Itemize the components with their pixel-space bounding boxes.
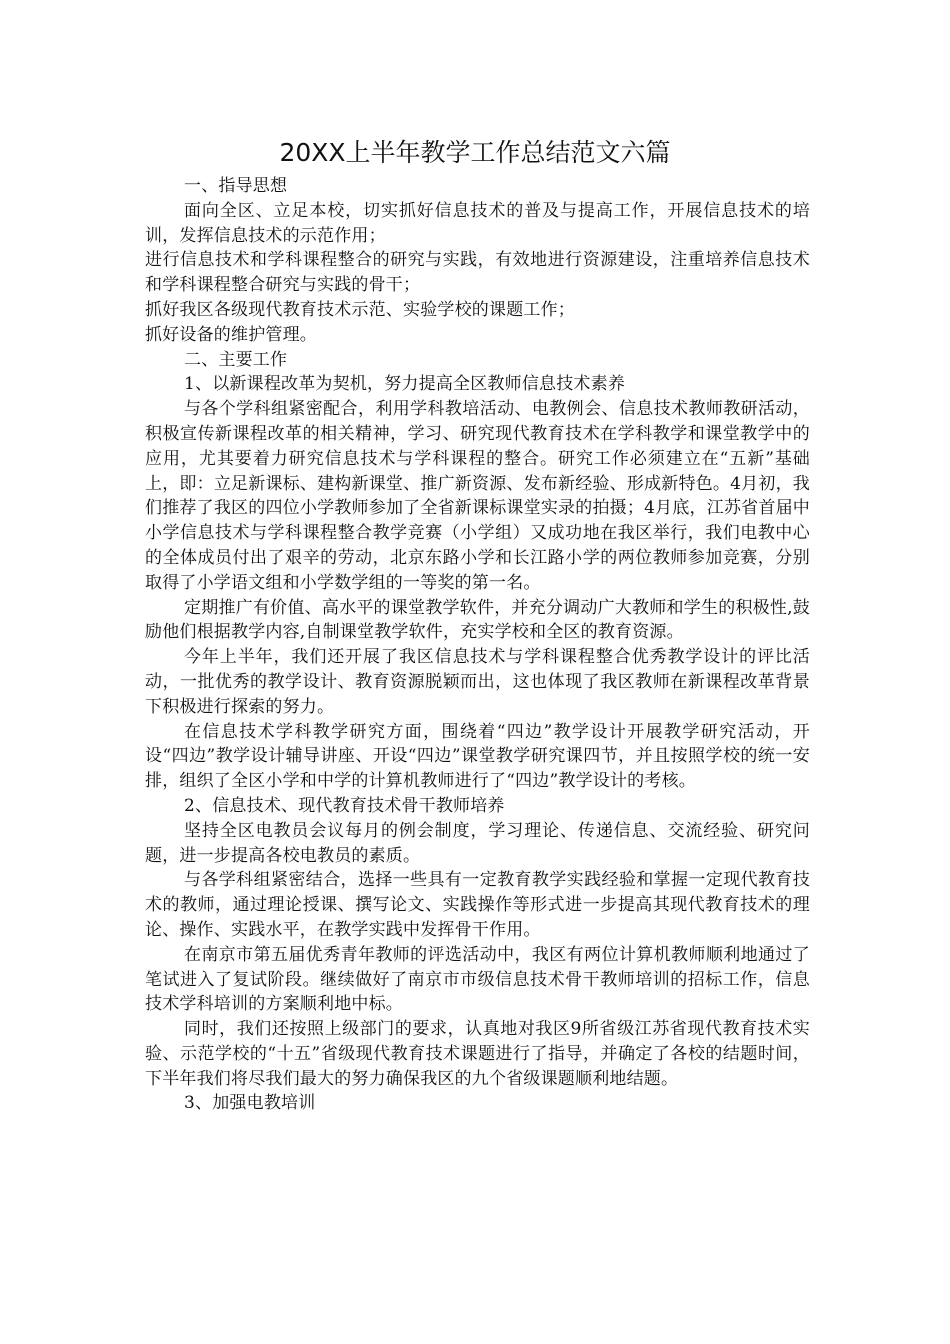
paragraph: 进行信息技术和学科课程整合的研究与实践，有效地进行资源建设，注重培养信息技术和学科课程整合研究与实践的骨干；: [145, 250, 810, 296]
paragraph: 定期推广有价值、高水平的课堂教学软件，并充分调动广大教师和学生的积极性,鼓励他们根据教学内容,自制课堂教学软件，充实学校和全区的教育资源。: [145, 597, 810, 643]
paragraph: 同时，我们还按照上级部门的要求，认真地对我区9所省级江苏省现代教育技术实验、示范学校的“十五”省级现代教育技术课题进行了指导，并确定了各校的结题时间，下半年我们将尽我们最大的努力确保我区的九个省级课题顺利地结题。: [145, 1019, 810, 1089]
paragraph: 二、主要工作: [184, 349, 288, 370]
paragraph: 1、以新课程改革为契机，努力提高全区教师信息技术素养: [184, 374, 626, 395]
document-body: [145, 174, 810, 1116]
paragraph: 面向全区、立足本校，切实抓好信息技术的普及与提高工作，开展信息技术的培训，发挥信息技术的示范作用；: [145, 200, 810, 246]
paragraph: 在南京市第五届优秀青年教师的评选活动中，我区有两位计算机教师顺利地通过了笔试进入了复试阶段。继续做好了南京市市级信息技术骨干教师培训的招标工作，信息技术学科培训的方案顺利地中标。: [145, 944, 810, 1015]
paragraph: 坚持全区电教员会议每月的例会制度，学习理论、传递信息、交流经验、研究问题，进一步提高各校电教员的素质。: [145, 820, 810, 866]
paragraph: 与各个学科组紧密配合，利用学科教培活动、电教例会、信息技术教师教研活动，积极宣传新课程改革的相关精神，学习、研究现代教育技术在学科教学和课堂教学中的应用，尤其要着力研究信息技术与学科课程的整合。研究工作必须建立在“五新”基础上，即：立足新课标、建构新课堂、推广新资源、发布新经验、形成新特色。4月初，我们推荐了我区的四位小学教师参加了全省新课标课堂实录的拍摄；4月底，江苏省首届中小学信息技术与学科课程整合教学竞赛（小学组）又成功地在我区举行，我们电教中心的全体成员付出了艰辛的劳动，北京东路小学和长江路小学的两位教师参加竞赛，分别取得了小学语文组和小学数学组的一等奖的第一名。: [145, 399, 810, 593]
paragraph: 在信息技术学科教学研究方面，围绕着“四边”教学设计开展教学研究活动，开设“四边”教学设计辅导讲座、开设“四边”课堂教学研究课四节，并且按照学校的统一安排，组织了全区小学和中学的计算机教师进行了“四边”教学设计的考核。: [145, 721, 810, 792]
paragraph: 3、加强电教培训: [184, 1093, 316, 1114]
paragraph: 2、信息技术、现代教育技术骨干教师培养: [184, 795, 505, 816]
paragraph: 今年上半年，我们还开展了我区信息技术与学科课程整合优秀教学设计的评比活动，一批优秀的教学设计、教育资源脱颖而出，这也体现了我区教师在新课程改革背景下积极进行探索的努力。: [145, 647, 810, 717]
paragraph: 抓好设备的维护管理。: [145, 324, 317, 345]
paragraph: 与各学科组紧密结合，选择一些具有一定教育教学实践经验和掌握一定现代教育技术的教师，通过理论授课、撰写论文、实践操作等形式进一步提高其现代教育技术的理论、操作、实践水平，在教学实践中发挥骨干作用。: [145, 870, 810, 940]
paragraph: 抓好我区各级现代教育技术示范、实验学校的课题工作；: [145, 299, 575, 320]
document-title: 20XX上半年教学工作总结范文六篇: [279, 138, 671, 167]
paragraph: 一、指导思想: [184, 176, 288, 196]
